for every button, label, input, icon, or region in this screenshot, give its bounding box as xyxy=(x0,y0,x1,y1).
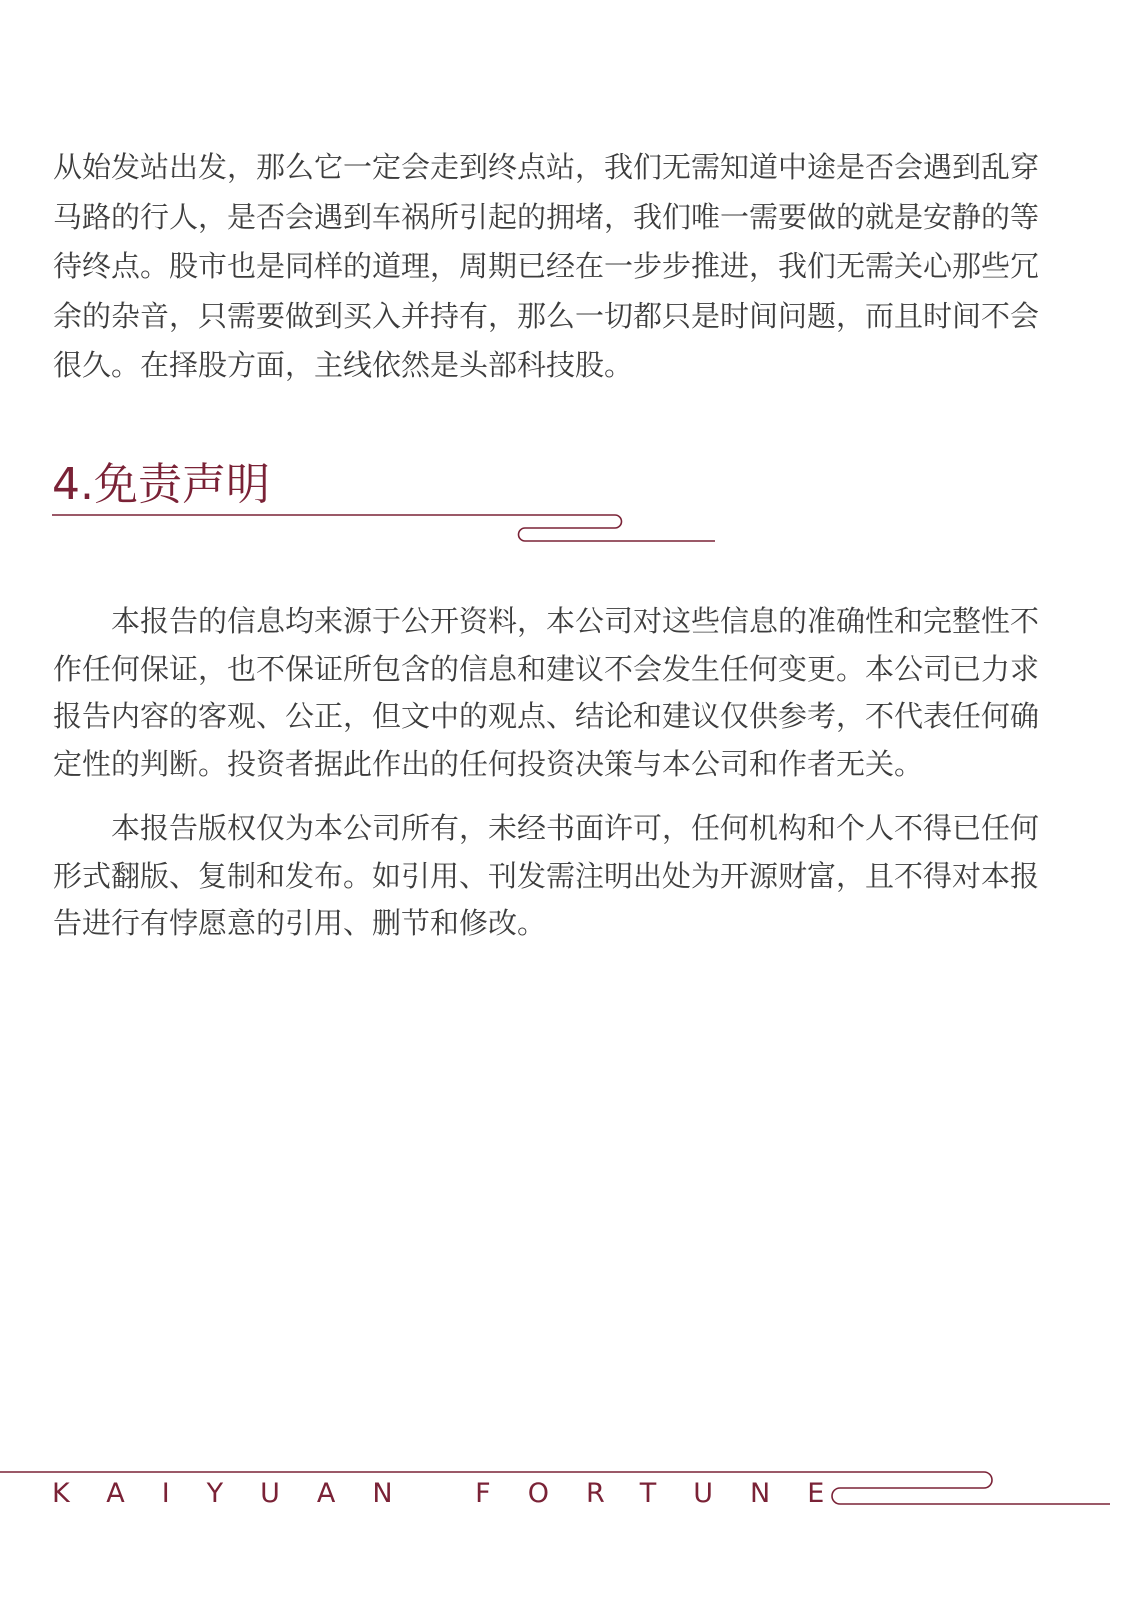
section-title: 4.免责声明 xyxy=(52,459,270,510)
copyright-paragraph: 本报告版权仅为本公司所有，未经书面许可，任何机构和个人不得已任何形式翻版、复制和发布。如引用、刊发需注明出处为开源财富，且不得对本报告进行有悖愿意的引用、删节和修改。 xyxy=(53,811,1040,940)
disclaimer-paragraph: 本报告的信息均来源于公开资料，本公司对这些信息的准确性和完整性不作任何保证，也不保证所包含的信息和建议不会发生任何变更。本公司已力求报告内容的客观、公正，但文中的观点、结论和建议仅供参考，不代表任何确定性的判断。投资者据此作出的任何投资决策与本公司和作者无关。 xyxy=(53,604,1040,781)
footer-brand: KAIYUAN FORTUNE xyxy=(52,1478,862,1509)
body-paragraph: 从始发站出发，那么它一定会走到终点站，我们无需知道中途是否会遇到乱穿马路的行人，是否会遇到车祸所引起的拥堵，我们唯一需要做的就是安静的等待终点。股市也是同样的道理，周期已经在一步步推进，我们无需关心那些冗余的杂音，只需要做到买入并持有，那么一切都只是时间问题，而且时间不会很久。在择股方面，主线依然是头部科技股。 xyxy=(53,150,1040,382)
